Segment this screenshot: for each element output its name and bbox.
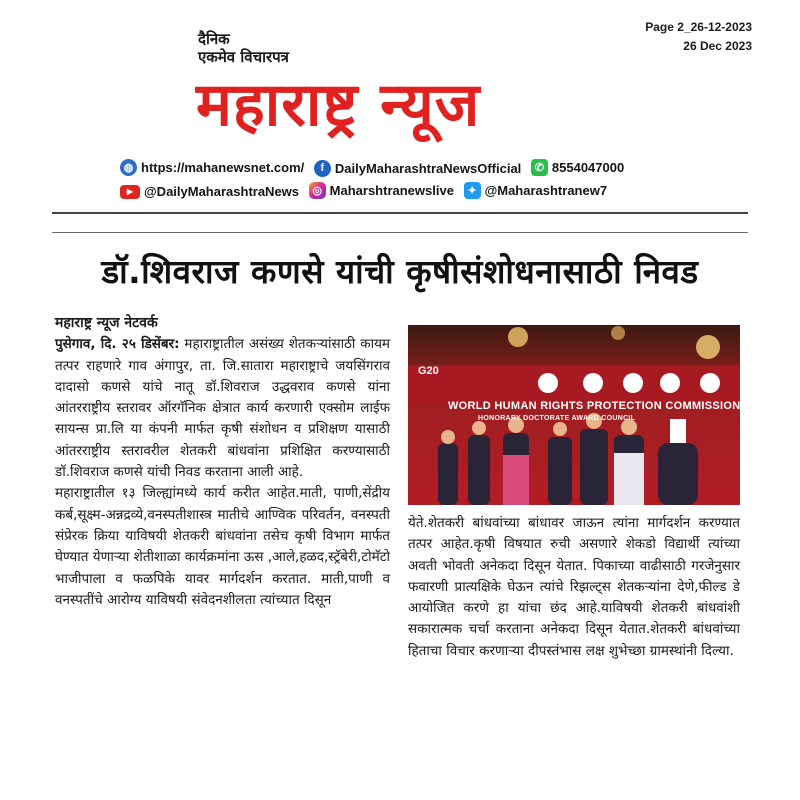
article-paragraph-3: येते.शेतकरी बांधवांच्या बांधावर जाऊन त्यांना मार्गदर्शन करण्यात तत्पर आहेत.कृषी विषयात रुची असणारे शेकडो विद्यार्थी त्यांच्या अवती भोवती अनेकदा दिसून येतात. पिकाच्या वाढीसाठी गरजेनुसार फवारणी प्रात्यक्षिके घेऊन त्यांचे रिझल्ट्स शेतकऱ्यांना देणे,फील्ड डे आयोजित करणे हा यांचा छंद आहे.याविषयी शेतकरी बांधवांशी सकारात्मक चर्चा करताना अनेकदा दिसून येतात.शेतकरी बांधवांच्या हिताचा विचार करणाऱ्या दीपस्तंभास लक्ष शुभेच्छा ग्रामस्थांनी दिल्या.: [408, 515, 740, 659]
dateline: पुसेगाव, दि. २५ डिसेंबर:: [55, 336, 180, 353]
tagline-daily: दैनिक: [198, 30, 230, 48]
masthead-tagline: [198, 30, 289, 66]
article-headline: डॉ.शिवराज कणसे यांची कृषीसंशोधनासाठी निवड: [101, 252, 699, 291]
twitter-handle[interactable]: @Maharashtranew7: [484, 183, 608, 198]
photo-banner: [448, 400, 738, 422]
youtube-icon: ▶: [120, 185, 140, 199]
byline: महाराष्ट्र न्यूज नेटवर्क: [55, 315, 158, 331]
article-paragraph-1: [55, 334, 390, 483]
facebook-contact[interactable]: [314, 160, 521, 177]
article-column-right: [408, 513, 740, 662]
tagline-slogan: एकमेव विचारपत्र: [198, 48, 289, 66]
page-date: 26 Dec 2023: [683, 39, 752, 53]
whatsapp-number[interactable]: 8554047000: [551, 160, 625, 175]
twitter-contact[interactable]: [464, 182, 608, 199]
whatsapp-icon: ✆: [531, 159, 548, 176]
instagram-contact[interactable]: [309, 182, 454, 199]
youtube-contact[interactable]: [120, 184, 299, 199]
contact-row-1: [120, 159, 630, 177]
contact-row-2: [120, 182, 613, 199]
award-photo: [408, 325, 740, 505]
website-contact[interactable]: [120, 159, 304, 176]
facebook-icon: f: [314, 160, 331, 177]
youtube-handle[interactable]: @DailyMaharashtraNews: [144, 184, 300, 199]
twitter-icon: ✦: [464, 182, 481, 199]
paragraph-1-text: महाराष्ट्रातील असंख्य शेतकऱ्यांसाठी कायम तत्पर राहणारे गाव अंगापुर, ता. जि.सातारा महाराष्ट्राचे जयसिंगराव दादासो कणसे यांचे नातू डॉ.शिवराज उद्धवराव कणसे यांना आंतरराष्ट्रीय स्तरावर ऑरगॅनिक क्षेत्रात कार्य करणारी एक्सोम लाईफ सायन्स प्रा.लि या कंपनी मार्फत कृषी संशोधन व प्रशिक्षण यासाठी आंतरराष्ट्रीय स्तरावरील शेतकरी बांधवांना प्रशिक्षित करण्यासाठी डॉ.शिवराज कणसे यांची निवड करताना आली आहे.: [55, 336, 390, 481]
banner-line-2: HONORARY DOCTORATE AWARD COUNCIL: [478, 415, 636, 422]
article-column-left: [55, 313, 390, 611]
whatsapp-contact[interactable]: [531, 159, 624, 176]
g20-logo: G20: [418, 365, 439, 377]
header-divider-thin: [52, 232, 748, 233]
instagram-icon: ◎: [309, 182, 326, 199]
globe-icon: ◍: [120, 159, 137, 176]
website-url[interactable]: https://mahanewsnet.com/: [141, 160, 305, 175]
facebook-handle[interactable]: DailyMaharashtraNewsOfficial: [334, 160, 522, 176]
banner-line-1: WORLD HUMAN RIGHTS PROTECTION COMMISSION: [448, 400, 740, 412]
page-number: Page 2_26-12-2023: [645, 20, 752, 34]
page-reference: [645, 18, 752, 56]
masthead-title: महाराष्ट्र न्यूज: [196, 70, 481, 140]
article-paragraph-2: महाराष्ट्रातील १३ जिल्ह्यांमध्ये कार्य करीत आहेत.माती, पाणी,सेंद्रीय कर्ब,सूक्ष्म-अन्नद्रव्ये,वनस्पतीशास्त्र मातीचे आण्विक परिवर्तन, वनस्पती संप्रेरक क्रिया याविषयी शेतकरी बांधवांना तसेच कृषी विभाग मार्फत घेण्यात येणाऱ्या शेतीशाळा कार्यक्रमांना ऊस ,आले,हळद,स्ट्रॅबेरी,टोमॅटो भाजीपाला व फळपिके यावर मार्गदर्शन करतात. माती,पाणी व वनस्पतींचे आरोग्य याविषयी संवेदनशीलता त्यांच्यात दिसून: [55, 485, 390, 608]
header-divider: [52, 212, 748, 214]
instagram-handle[interactable]: Maharshtranewslive: [329, 183, 454, 198]
